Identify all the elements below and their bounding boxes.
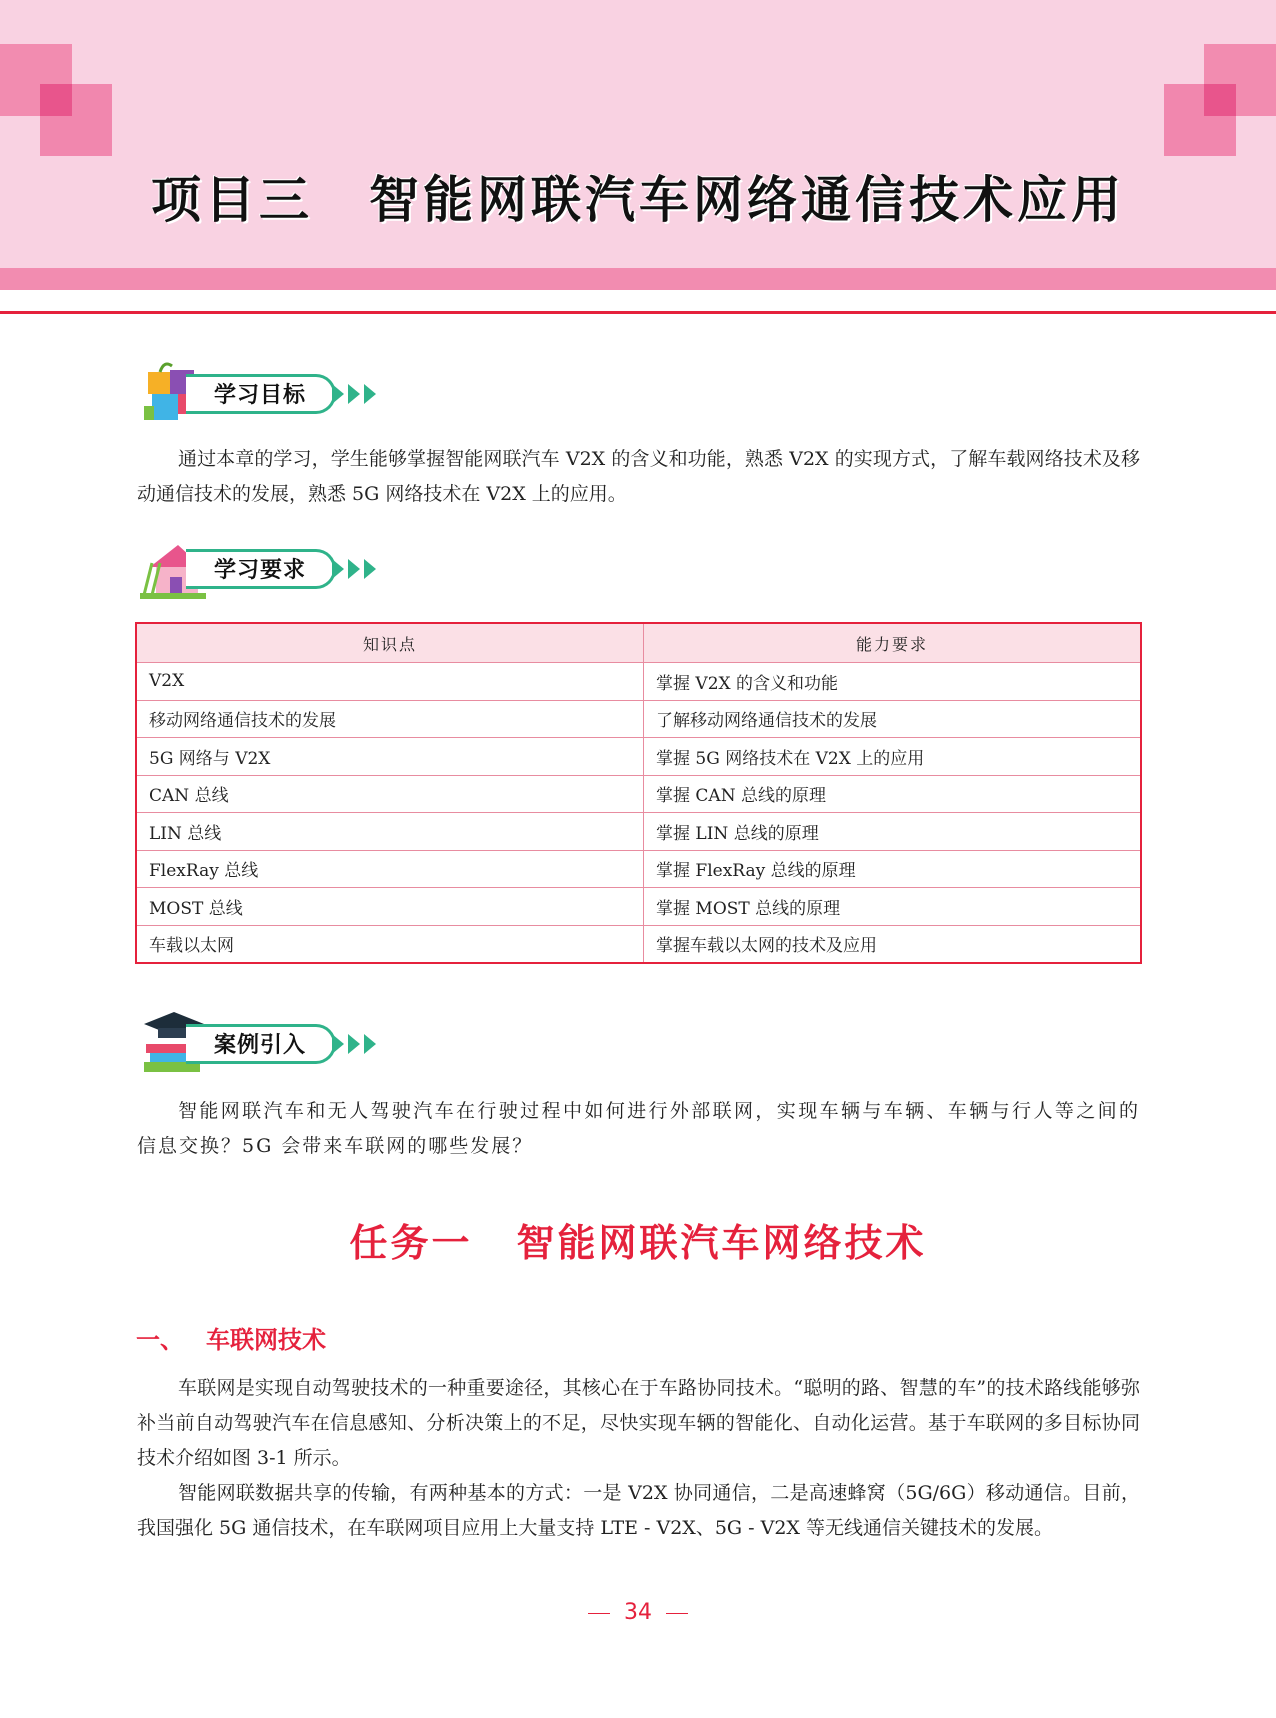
objectives-text: 通过本章的学习，学生能够掌握智能网联汽车 V2X 的含义和功能，熟悉 V2X 的实现方式，了解车载网络技术及移动通信技术的发展，熟悉 5G 网络技术在 V2X 上的应用。 [137, 448, 1140, 505]
page-dash [588, 1613, 610, 1614]
table-row [136, 888, 1141, 926]
table-cell: 掌握 CAN 总线的原理 [644, 775, 1141, 813]
requirements-table [135, 622, 1142, 964]
triple-arrow-icon [330, 557, 380, 581]
section-label: 案例引入 [214, 1033, 307, 1058]
decor-square [40, 84, 72, 116]
table-cell: 掌握车载以太网的技术及应用 [644, 925, 1141, 963]
table-cell: 移动网络通信技术的发展 [136, 700, 644, 738]
table-row [136, 700, 1141, 738]
table-cell: MOST 总线 [136, 888, 644, 926]
table-cell: 掌握 LIN 总线的原理 [644, 813, 1141, 851]
section-label: 学习目标 [214, 383, 307, 408]
chapter-number: 项目三 [151, 171, 313, 229]
case-text: 智能网联汽车和无人驾驶汽车在行驶过程中如何进行外部联网，实现车辆与车辆、车辆与行人等之间的信息交换？5G 会带来车联网的哪些发展？ [137, 1100, 1140, 1157]
table-row [136, 850, 1141, 888]
table-cell: LIN 总线 [136, 813, 644, 851]
table-cell: 掌握 MOST 总线的原理 [644, 888, 1141, 926]
task-title [0, 1212, 1276, 1267]
table-row [136, 663, 1141, 701]
task-name: 智能网联汽车网络技术 [516, 1221, 927, 1265]
task-number: 任务一 [349, 1221, 473, 1265]
triple-arrow-icon [330, 1032, 380, 1056]
table-row [136, 925, 1141, 963]
table-cell: 掌握 V2X 的含义和功能 [644, 663, 1141, 701]
page-number [0, 1600, 1276, 1625]
page-dash [666, 1613, 688, 1614]
banner-stripe [0, 268, 1276, 290]
body-paragraph: 智能网联数据共享的传输，有两种基本的方式：一是 V2X 协同通信，二是高速蜂窝（5G/6G）移动通信。目前，我国强化 5G 通信技术，在车联网项目应用上大量支持 LTE - V2X、5G - V2X 等无线通信关键技术的发展。 [137, 1482, 1140, 1539]
section-label: 学习要求 [214, 558, 307, 583]
subsection-heading [136, 1320, 326, 1355]
table-cell: CAN 总线 [136, 775, 644, 813]
table-cell: 车载以太网 [136, 925, 644, 963]
subsection-title: 车联网技术 [206, 1326, 326, 1354]
header-rule [0, 311, 1276, 314]
section-badge-objectives [140, 358, 400, 428]
table-cell: V2X [136, 663, 644, 701]
table-cell: 了解移动网络通信技术的发展 [644, 700, 1141, 738]
table-cell: 掌握 5G 网络技术在 V2X 上的应用 [644, 738, 1141, 776]
table-row [136, 775, 1141, 813]
section-badge-case [140, 1008, 400, 1078]
page-number-value: 34 [624, 1600, 652, 1625]
decor-square [1204, 84, 1236, 116]
table-header: 知识点 [136, 623, 644, 663]
table-row [136, 738, 1141, 776]
table-header-row [136, 623, 1141, 663]
triple-arrow-icon [330, 382, 380, 406]
chapter-title [0, 160, 1276, 232]
body-paragraph: 车联网是实现自动驾驶技术的一种重要途径，其核心在于车路协同技术。“聪明的路、智慧的车”的技术路线能够弥补当前自动驾驶汽车在信息感知、分析决策上的不足，尽快实现车辆的智能化、自动化运营。基于车联网的多目标协同技术介绍如图 3-1 所示。 [137, 1377, 1140, 1469]
section-badge-requirements [140, 533, 400, 603]
table-cell: FlexRay 总线 [136, 850, 644, 888]
table-row [136, 813, 1141, 851]
chapter-name: 智能网联汽车网络通信技术应用 [369, 171, 1125, 229]
table-cell: 5G 网络与 V2X [136, 738, 644, 776]
table-header: 能力要求 [644, 623, 1141, 663]
table-cell: 掌握 FlexRay 总线的原理 [644, 850, 1141, 888]
subsection-number: 一、 [136, 1326, 184, 1354]
